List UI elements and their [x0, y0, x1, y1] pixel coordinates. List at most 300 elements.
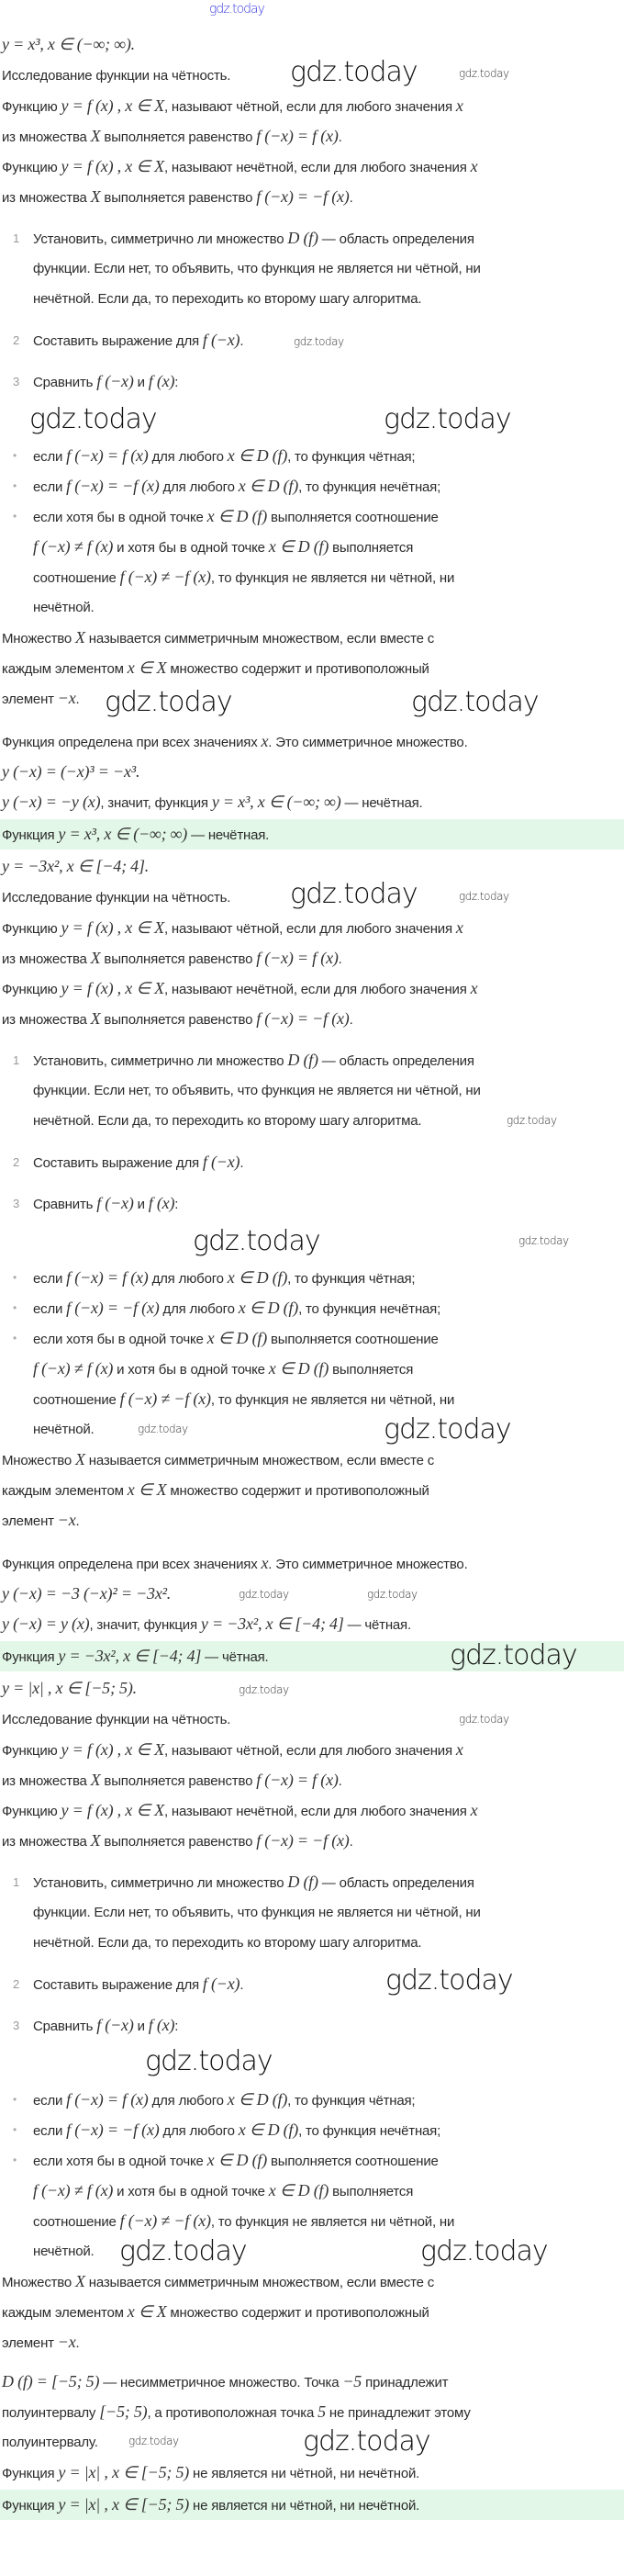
math-expression: y = x³, x ∈ (−∞; ∞): [58, 825, 188, 843]
paragraph-line: [0, 2327, 624, 2357]
math-expression: −x: [57, 689, 76, 707]
watermark: gdz.today: [105, 686, 232, 718]
text-segment: .: [240, 333, 244, 349]
continuation-line: [0, 532, 624, 562]
text-segment: из множества: [2, 1012, 91, 1028]
bullet-item: [0, 1263, 624, 1293]
step-number: 1: [13, 231, 20, 245]
bullet-item: [0, 1293, 624, 1323]
text-segment: из множества: [2, 190, 91, 206]
paragraph-line: [0, 1579, 624, 1609]
text-segment: — область определения: [318, 1875, 474, 1891]
text-segment: .: [75, 1513, 80, 1529]
text-segment: — область определения: [318, 231, 474, 247]
text-segment: Множество: [2, 631, 76, 647]
math-expression: x: [470, 1801, 478, 1819]
text-segment: , то функция чётная;: [287, 2093, 416, 2109]
watermark: gdz.today: [507, 1114, 557, 1127]
math-expression: X: [75, 1450, 85, 1468]
answer-highlight: [0, 819, 624, 849]
text-segment: Сравнить: [33, 2019, 97, 2034]
bullet-icon: •: [13, 479, 17, 492]
math-expression: y = f (x) , x ∈ X: [61, 918, 164, 937]
paragraph-line: [0, 1704, 624, 1735]
text-segment: Исследование функции на чётность.: [2, 890, 231, 906]
text-segment: соотношение: [33, 570, 120, 586]
text-segment: — нечётная.: [187, 827, 270, 843]
text-segment: , называют нечётной, если для любого значения: [163, 160, 471, 175]
math-expression: X: [90, 187, 101, 206]
continuation-line: [0, 1075, 624, 1106]
text-segment: если: [33, 2123, 67, 2139]
math-expression: x ∈ D (f): [206, 2151, 267, 2169]
text-segment: Функция: [2, 2466, 59, 2481]
math-expression: x ∈ D (f): [227, 2090, 288, 2109]
text-segment: , то функция не является ни чётной, ни: [210, 570, 455, 586]
text-segment: :: [174, 2019, 179, 2034]
paragraph-line: [0, 2267, 624, 2297]
text-segment: — область определения: [318, 1053, 474, 1069]
text-segment: для любого: [159, 479, 239, 495]
math-expression: f (−x): [96, 1194, 134, 1212]
math-expression: y = x³, x ∈ (−∞; ∞).: [2, 35, 135, 53]
math-expression: X: [90, 1831, 101, 1850]
math-expression: f (x): [148, 2016, 175, 2034]
text-segment: выполняется равенство: [100, 1834, 257, 1850]
text-segment: Функция: [2, 2498, 59, 2514]
math-expression: y (−x) = (−x)³ = −x³.: [2, 762, 140, 781]
text-segment: для любого: [159, 1301, 239, 1317]
math-expression: f (−x) = −f (x): [66, 2120, 160, 2139]
text-segment: выполняется: [329, 2184, 414, 2199]
math-expression: x ∈ D (f): [206, 1329, 267, 1347]
text-segment: .: [338, 951, 342, 967]
text-segment: Составить выражение для: [33, 333, 203, 349]
math-expression: X: [90, 949, 101, 967]
text-segment: выполняется: [329, 1362, 414, 1378]
math-expression: f (−x): [96, 2016, 134, 2034]
math-expression: x ∈ D (f): [206, 507, 267, 525]
text-segment: . Это симметричное множество.: [268, 735, 468, 750]
algorithm-step: [0, 1188, 624, 1219]
math-expression: x ∈ X: [127, 1480, 167, 1499]
task-formula: [0, 1671, 624, 1704]
math-expression: y (−x) = −y (x): [2, 793, 101, 811]
text-segment: Функцию: [2, 1804, 61, 1819]
text-segment: называется симметричным множеством, если вместе с: [84, 631, 434, 647]
math-expression: f (−x) ≠ f (x): [33, 537, 114, 556]
text-segment: , то функция чётная;: [287, 1271, 416, 1287]
math-expression: x ∈ D (f): [238, 2120, 299, 2139]
math-expression: x ∈ X: [127, 658, 167, 677]
text-segment: Сравнить: [33, 1197, 97, 1212]
math-expression: y = −3x², x ∈ [−4; 4]: [58, 1647, 202, 1665]
bullet-item: [0, 441, 624, 471]
text-segment: , называют чётной, если для любого значения: [163, 1743, 456, 1759]
text-segment: Множество: [2, 2275, 76, 2290]
math-expression: f (−x) = −f (x): [66, 477, 160, 495]
text-segment: , то функция не является ни чётной, ни: [210, 2214, 455, 2230]
paragraph-line: [0, 1548, 624, 1579]
text-segment: Функция: [2, 827, 59, 843]
paragraph-line: [0, 2458, 624, 2488]
text-segment: Функцию: [2, 982, 61, 997]
watermark: gdz.today: [367, 1588, 418, 1601]
paragraph-line: [0, 726, 624, 757]
math-expression: y = f (x) , x ∈ X: [61, 1740, 164, 1759]
text-segment: элемент: [2, 1513, 58, 1529]
text-segment: для любого: [148, 449, 228, 465]
bullet-icon: •: [13, 1271, 17, 1284]
text-segment: Исследование функции на чётность.: [2, 1712, 231, 1727]
math-expression: x ∈ D (f): [238, 1299, 299, 1317]
text-segment: для любого: [159, 2123, 239, 2139]
text-segment: , то функция нечётная;: [298, 479, 441, 495]
math-expression: f (−x) = −f (x): [66, 1299, 160, 1317]
text-segment: функции. Если нет, то объявить, что функция не является ни чётной, ни: [33, 1083, 481, 1098]
math-expression: x ∈ D (f): [268, 1359, 329, 1378]
text-segment: — чётная.: [343, 1617, 411, 1633]
bullet-icon: •: [13, 2123, 17, 2136]
continuation-line: [0, 253, 624, 284]
watermark: gdz.today: [303, 2425, 430, 2458]
paragraph-line: [0, 913, 624, 943]
paragraph-line: [0, 1609, 624, 1639]
text-segment: если: [33, 479, 67, 495]
paragraph-line: [0, 182, 624, 212]
math-expression: y = f (x) , x ∈ X: [61, 157, 164, 175]
text-segment: , то функция чётная;: [287, 449, 416, 465]
text-segment: для любого: [148, 2093, 228, 2109]
paragraph-line: [0, 2397, 624, 2427]
text-segment: , то функция нечётная;: [298, 2123, 441, 2139]
text-segment: , называют чётной, если для любого значения: [163, 921, 456, 937]
math-expression: x ∈ D (f): [268, 537, 329, 556]
text-segment: — несимметричное множество. Точка: [99, 2375, 343, 2390]
text-segment: Функцию: [2, 99, 61, 115]
text-segment: нечётной. Если да, то переходить ко второму шагу алгоритма.: [33, 291, 422, 307]
bullet-icon: •: [13, 2093, 17, 2106]
text-segment: из множества: [2, 951, 91, 967]
continuation-line: [0, 1354, 624, 1384]
watermark: gdz.today: [138, 1423, 188, 1435]
paragraph-line: [0, 973, 624, 1004]
text-segment: соотношение: [33, 1392, 120, 1408]
bullet-item: [0, 1323, 624, 1354]
paragraph-line: [0, 1475, 624, 1505]
text-segment: , называют нечётной, если для любого значения: [163, 982, 471, 997]
math-expression: f (−x) = f (x): [256, 1771, 339, 1789]
algorithm-step: [0, 1147, 624, 1177]
math-expression: x ∈ D (f): [268, 2181, 329, 2199]
watermark: gdz.today: [411, 686, 539, 718]
math-expression: X: [90, 1009, 101, 1028]
text-segment: :: [174, 1197, 179, 1212]
bullet-item: [0, 2145, 624, 2176]
step-number: 1: [13, 1875, 20, 1889]
step-number: 3: [13, 2019, 20, 2032]
watermark: gdz.today: [385, 1964, 513, 1997]
text-segment: нечётной.: [33, 1422, 95, 1437]
solution-block-abs-x: [0, 1671, 624, 2520]
continuation-line: [0, 1414, 624, 1445]
continuation-line: [0, 1384, 624, 1414]
text-segment: Исследование функции на чётность.: [2, 68, 231, 84]
math-expression: f (−x): [202, 331, 240, 349]
math-expression: −5: [342, 2372, 362, 2390]
text-segment: — нечётная.: [340, 795, 423, 811]
text-segment: для любого: [148, 1271, 228, 1287]
text-segment: Сравнить: [33, 375, 97, 390]
bullet-item: [0, 2085, 624, 2115]
text-segment: каждым элементом: [2, 661, 128, 677]
text-segment: выполняется равенство: [100, 951, 257, 967]
answer-highlight: [0, 2490, 624, 2520]
paragraph-line: [0, 653, 624, 683]
text-segment: каждым элементом: [2, 1483, 128, 1499]
math-expression: x: [455, 96, 463, 115]
text-segment: элемент: [2, 2335, 58, 2351]
math-expression: y (−x) = −3 (−x)² = −3x².: [2, 1584, 172, 1603]
text-segment: принадлежит: [362, 2375, 449, 2390]
text-segment: Функцию: [2, 1743, 61, 1759]
math-expression: x: [470, 157, 478, 175]
text-segment: множество содержит и противоположный: [166, 2305, 429, 2321]
step-number: 3: [13, 1197, 20, 1210]
algorithm-step: [0, 1969, 624, 1999]
bullet-icon: •: [13, 1301, 17, 1314]
text-segment: нечётной. Если да, то переходить ко второму шагу алгоритма.: [33, 1935, 422, 1951]
text-segment: соотношение: [33, 2214, 120, 2230]
text-segment: выполняется равенство: [100, 190, 257, 206]
math-expression: x ∈ D (f): [227, 1268, 288, 1287]
algorithm-step: [0, 2010, 624, 2041]
math-expression: f (−x) ≠ −f (x): [119, 2211, 211, 2230]
watermark: gdz.today: [239, 1683, 289, 1696]
text-segment: и хотя бы в одной точке: [113, 540, 269, 556]
math-expression: X: [75, 2272, 85, 2290]
step-number: 2: [13, 333, 20, 347]
math-expression: y = f (x) , x ∈ X: [61, 96, 164, 115]
math-expression: f (−x) ≠ −f (x): [119, 568, 211, 586]
math-expression: f (−x) = −f (x): [256, 1009, 350, 1028]
text-segment: , называют нечётной, если для любого значения: [163, 1804, 471, 1819]
paragraph-line: [0, 2367, 624, 2397]
text-segment: , а противоположная точка: [147, 2405, 318, 2421]
continuation-line: [0, 284, 624, 314]
continuation-line: [0, 2176, 624, 2206]
text-segment: если хотя бы в одной точке: [33, 1332, 207, 1347]
text-segment: множество содержит и противоположный: [166, 661, 429, 677]
step-number: 2: [13, 1155, 20, 1169]
paragraph-line: [0, 1445, 624, 1475]
math-expression: y = f (x) , x ∈ X: [61, 979, 164, 997]
math-expression: f (−x) ≠ −f (x): [119, 1389, 211, 1408]
text-segment: Установить, симметрично ли множество: [33, 231, 288, 247]
text-segment: . Это симметричное множество.: [268, 1557, 468, 1572]
math-expression: f (−x): [96, 372, 134, 390]
paragraph-line: [0, 1765, 624, 1795]
math-expression: D (f): [287, 1051, 318, 1069]
watermark: gdz.today: [384, 403, 511, 435]
text-segment: выполняется: [329, 540, 414, 556]
paragraph-line: [0, 152, 624, 182]
bullet-icon: •: [13, 449, 17, 462]
text-segment: из множества: [2, 1834, 91, 1850]
text-segment: и: [133, 375, 149, 390]
paragraph-line: [0, 623, 624, 653]
paragraph-line: [0, 2297, 624, 2327]
watermark-logo: gdz.today: [209, 2, 264, 17]
bullet-item: [0, 501, 624, 532]
text-segment: .: [75, 2335, 80, 2351]
math-expression: 5: [318, 2402, 326, 2421]
watermark: gdz.today: [290, 56, 418, 88]
text-segment: Функцию: [2, 921, 61, 937]
math-expression: y = x³, x ∈ (−∞; ∞): [211, 793, 341, 811]
paragraph-line: [0, 1795, 624, 1826]
text-segment: , значит, функция: [89, 1617, 201, 1633]
text-segment: .: [240, 1155, 244, 1171]
solution-block-minus-3x-squared: [0, 849, 624, 1671]
text-segment: не является ни чётной, ни нечётной.: [189, 2466, 420, 2481]
math-expression: X: [90, 1771, 101, 1789]
algorithm-step: [0, 366, 624, 397]
watermark: gdz.today: [145, 2045, 273, 2077]
watermark: gdz.today: [518, 1234, 569, 1247]
text-segment: множество содержит и противоположный: [166, 1483, 429, 1499]
math-expression: X: [90, 127, 101, 145]
math-expression: f (−x) ≠ f (x): [33, 1359, 114, 1378]
text-segment: из множества: [2, 1773, 91, 1789]
text-segment: , то функция не является ни чётной, ни: [210, 1392, 455, 1408]
text-segment: если: [33, 1301, 67, 1317]
text-segment: если хотя бы в одной точке: [33, 2154, 207, 2169]
text-segment: выполняется равенство: [100, 129, 257, 145]
paragraph-line: [0, 943, 624, 973]
math-expression: f (−x) = f (x): [256, 949, 339, 967]
math-expression: y = f (x) , x ∈ X: [61, 1801, 164, 1819]
watermark: gdz.today: [239, 1588, 289, 1601]
watermark: gdz.today: [29, 403, 157, 435]
math-expression: f (−x) = f (x): [256, 127, 339, 145]
text-segment: полуинтервалу: [2, 2405, 100, 2421]
math-expression: y = |x| , x ∈ [−5; 5): [58, 2495, 190, 2514]
bullet-icon: •: [13, 2154, 17, 2166]
math-expression: y = |x| , x ∈ [−5; 5).: [2, 1679, 137, 1697]
text-segment: , то функция нечётная;: [298, 1301, 441, 1317]
paragraph-line: [0, 1826, 624, 1856]
math-expression: f (−x) = f (x): [66, 1268, 149, 1287]
algorithm-step: [0, 223, 624, 253]
text-segment: и хотя бы в одной точке: [113, 1362, 269, 1378]
watermark: gdz.today: [450, 1639, 577, 1671]
text-segment: нечётной. Если да, то переходить ко второму шагу алгоритма.: [33, 1113, 422, 1129]
text-segment: Составить выражение для: [33, 1977, 203, 1993]
text-segment: если хотя бы в одной точке: [33, 510, 207, 525]
watermark: gdz.today: [459, 1713, 509, 1726]
text-segment: .: [349, 1834, 353, 1850]
math-expression: y = −3x², x ∈ [−4; 4]: [200, 1614, 344, 1633]
watermark: gdz.today: [290, 878, 418, 910]
watermark: gdz.today: [384, 1413, 511, 1445]
math-expression: D (f): [287, 1873, 318, 1891]
text-segment: и: [133, 2019, 149, 2034]
text-segment: .: [338, 129, 342, 145]
text-segment: Установить, симметрично ли множество: [33, 1875, 288, 1891]
watermark: gdz.today: [119, 2235, 247, 2267]
text-segment: Установить, симметрично ли множество: [33, 1053, 288, 1069]
text-segment: Множество: [2, 1453, 76, 1468]
math-expression: f (−x): [202, 1974, 240, 1993]
math-expression: f (−x): [202, 1153, 240, 1171]
math-expression: f (x): [148, 1194, 175, 1212]
text-segment: нечётной.: [33, 2244, 95, 2259]
text-segment: не принадлежит этому: [325, 2405, 471, 2421]
text-segment: называется симметричным множеством, если вместе с: [84, 1453, 434, 1468]
math-expression: x ∈ D (f): [238, 477, 299, 495]
math-expression: x: [261, 1554, 269, 1572]
text-segment: .: [240, 1977, 244, 1993]
algorithm-step: [0, 1045, 624, 1075]
math-expression: y = −3x², x ∈ [−4; 4].: [2, 857, 150, 875]
text-segment: , называют чётной, если для любого значения: [163, 99, 456, 115]
math-expression: x ∈ D (f): [227, 446, 288, 465]
paragraph-line: [0, 91, 624, 121]
watermark: gdz.today: [459, 890, 509, 903]
continuation-line: [0, 1928, 624, 1958]
watermark: gdz.today: [459, 67, 509, 80]
algorithm-step: [0, 1867, 624, 1897]
math-expression: y (−x) = y (x): [2, 1614, 90, 1633]
watermark: gdz.today: [420, 2235, 548, 2267]
math-expression: D (f) = [−5; 5): [2, 2372, 100, 2390]
math-expression: f (−x) = −f (x): [256, 187, 350, 206]
math-expression: f (−x) = −f (x): [256, 1831, 350, 1850]
paragraph-line: [0, 1004, 624, 1034]
math-expression: −x: [57, 2333, 76, 2351]
text-segment: называется симметричным множеством, если вместе с: [84, 2275, 434, 2290]
text-segment: :: [174, 375, 179, 390]
text-segment: нечётной.: [33, 600, 95, 615]
text-segment: выполняется равенство: [100, 1012, 257, 1028]
text-segment: из множества: [2, 129, 91, 145]
math-expression: x ∈ X: [127, 2302, 167, 2321]
watermark: gdz.today: [193, 1225, 320, 1257]
text-segment: и хотя бы в одной точке: [113, 2184, 269, 2199]
math-expression: f (−x) ≠ f (x): [33, 2181, 114, 2199]
step-number: 2: [13, 1977, 20, 1991]
text-segment: выполняется соотношение: [267, 2154, 439, 2169]
text-segment: Функцию: [2, 160, 61, 175]
math-expression: x: [455, 1740, 463, 1759]
math-expression: f (−x) = f (x): [66, 2090, 149, 2109]
bullet-item: [0, 471, 624, 501]
text-segment: Функция определена при всех значениях: [2, 1557, 262, 1572]
text-segment: не является ни чётной, ни нечётной.: [189, 2498, 420, 2514]
text-segment: полуинтервалу.: [2, 2435, 98, 2450]
math-expression: −x: [57, 1511, 76, 1529]
step-number: 3: [13, 375, 20, 388]
paragraph-line: [0, 1505, 624, 1535]
math-expression: D (f): [287, 229, 318, 247]
text-segment: .: [75, 692, 80, 707]
text-segment: элемент: [2, 692, 58, 707]
text-segment: Функция: [2, 1649, 59, 1665]
text-segment: если: [33, 449, 67, 465]
text-segment: выполняется равенство: [100, 1773, 257, 1789]
bullet-icon: •: [13, 510, 17, 523]
